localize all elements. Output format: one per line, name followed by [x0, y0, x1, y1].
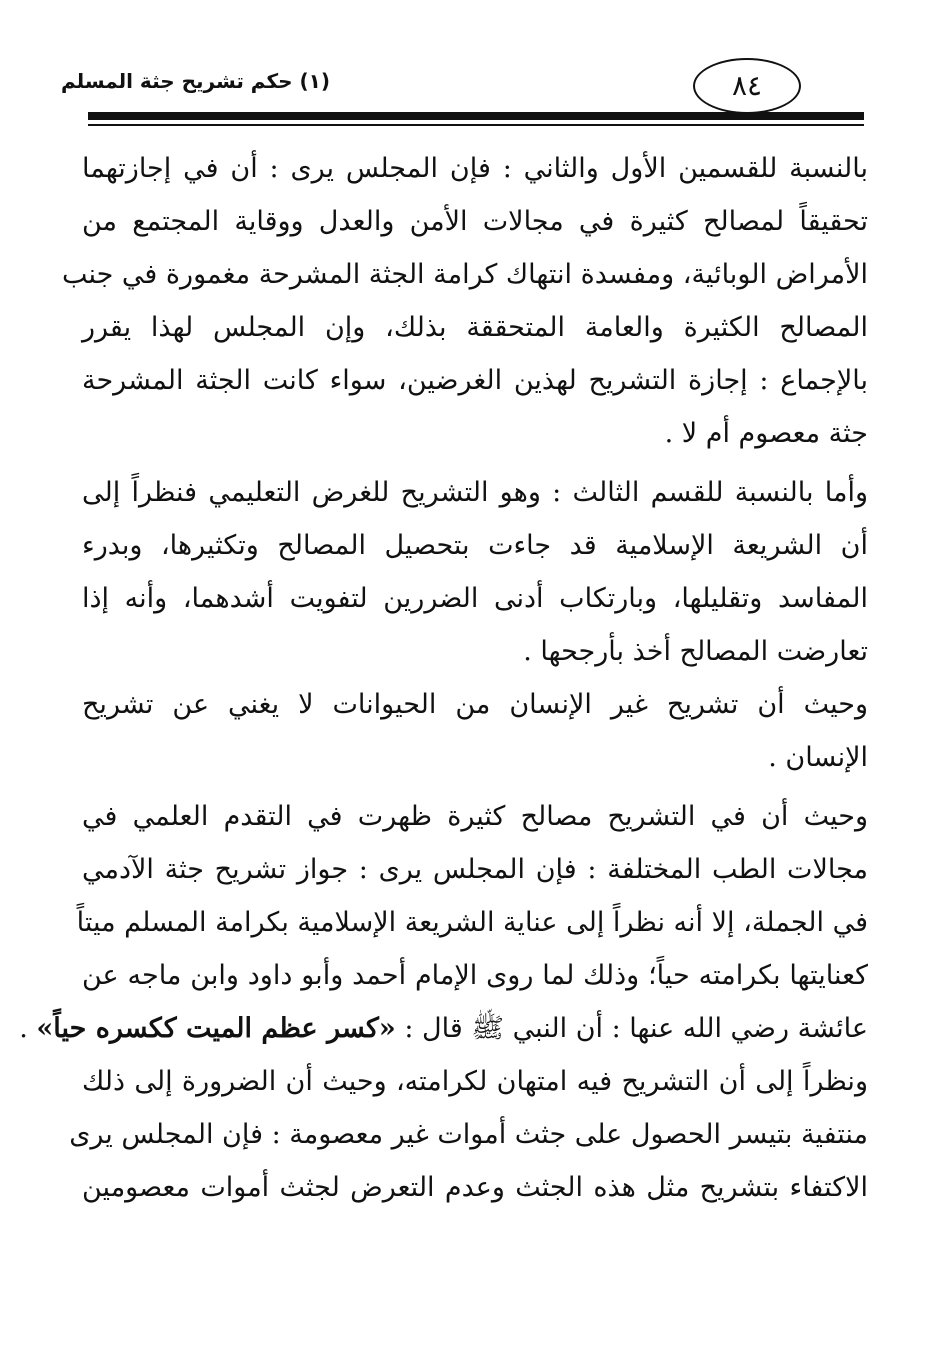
text-line: مجالات الطب المختلفة : فإن المجلس يرى : جواز تشريح جثة الآدمي [82, 854, 868, 885]
page-number: ٨٤ [693, 58, 801, 114]
text-line: وأما بالنسبة للقسم الثالث : وهو التشريح للغرض التعليمي فنظراً إلى [82, 477, 868, 508]
text-line: تعارضت المصالح أخذ بأرجحها . [523, 636, 868, 667]
text-line: وحيث أن في التشريح مصالح كثيرة ظهرت في التقدم العلمي في [82, 801, 868, 832]
text-line: الإنسان . [768, 742, 868, 773]
text-line: كعنايتها بكرامته حياً؛ وذلك لما روى الإمام أحمد وأبو داود وابن ماجه عن [82, 960, 868, 991]
text-line: منتفية بتيسر الحصول على جثث أموات غير معصومة : فإن المجلس يرى [69, 1119, 868, 1150]
text-line: بالإجماع : إجازة التشريح لهذين الغرضين، سواء كانت الجثة المشرحة [82, 365, 868, 396]
text-line: في الجملة، إلا أنه نظراً إلى عناية الشريعة الإسلامية بكرامة المسلم ميتاً [76, 907, 868, 938]
text-line: الأمراض الوبائية، ومفسدة انتهاك كرامة الجثة المشرحة مغمورة في جنب [61, 259, 868, 290]
text-line: المصالح الكثيرة والعامة المتحققة بذلك، وإن المجلس لهذا يقرر [82, 312, 868, 343]
text-line: بالنسبة للقسمين الأول والثاني : فإن المجلس يرى : أن في إجازتهما [82, 153, 868, 184]
hadith-period: . [19, 1013, 37, 1044]
text-line: أن الشريعة الإسلامية قد جاءت بتحصيل المصالح وتكثيرها، وبدرء [82, 530, 868, 561]
text-line [19, 1002, 868, 1055]
text-line: الاكتفاء بتشريح مثل هذه الجثث وعدم التعرض لجثث أموات معصومين [82, 1172, 868, 1203]
text-body [19, 142, 868, 1214]
text-line: ونظراً إلى أن التشريح فيه امتهان لكرامته، وحيث أن الضرورة إلى ذلك [82, 1066, 868, 1097]
text-line: المفاسد وتقليلها، وبارتكاب أدنى الضررين لتفويت أشدهما، وأنه إذا [82, 583, 868, 614]
hadith-quote: «كسر عظم الميت ككسره حياً» [36, 1013, 396, 1044]
header-rule-thin [88, 124, 864, 126]
text-line: تحقيقاً لمصالح كثيرة في مجالات الأمن والعدل ووقاية المجتمع من [82, 206, 868, 237]
text-line: جثة معصوم أم لا . [664, 418, 868, 449]
text-line: وحيث أن تشريح غير الإنسان من الحيوانات لا يغني عن تشريح [82, 689, 868, 720]
hadith-intro: عائشة رضي الله عنها : أن النبي ﷺ قال : [404, 1013, 868, 1044]
running-title: (١) حكم تشريح جثة المسلم [61, 69, 330, 93]
